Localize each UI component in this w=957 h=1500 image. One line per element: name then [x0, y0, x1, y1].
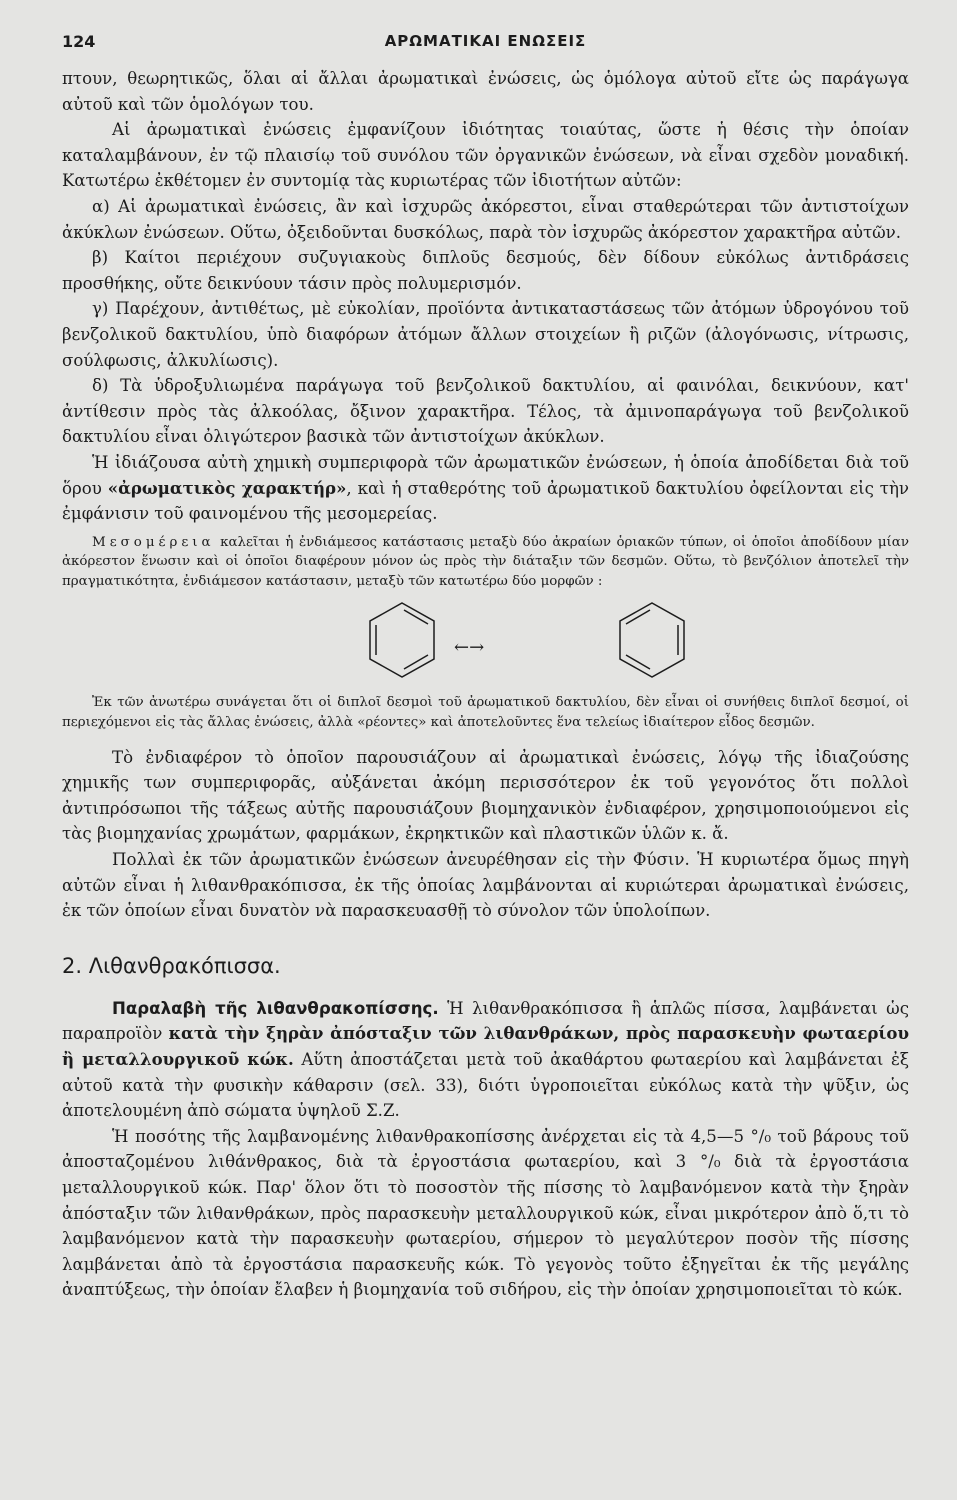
paragraph-industrial-interest: Τὸ ἐνδιαφέρον τὸ ὁποῖον παρουσιάζουν αἱ ἀρωματικαὶ ἐνώσεις, λόγῳ τῆς ἰδιαζούσης χημικῆς των συμπεριφορᾶς, αὐξάνεται ἀκόμη περισσότερον ἐκ τοῦ γεγονότος ὅτι πολλοὶ ἀντιπρόσωποι τῆς τάξεως αὐτῆς παρουσιάζουν βιομηχανικὸν ἐνδιαφέρον, χρησιμοποιούμενοι εἰς τὰς βιομηχανίας χρωμάτων, φαρμάκων, ἐκρηκτικῶν καὶ πλαστικῶν ὑλῶν κ. ἄ. [62, 747, 909, 844]
aromatic-character-text-start: Ἡ ἰδιάζουσα αὐτὴ χημικὴ συμπεριφορὰ τῶν ἀρωματικῶν ἐνώσεων, ἡ ὁποία ἀποδίδεται διὰ τοῦ ὅρου [62, 452, 909, 498]
paragraph-aromatic-character [62, 450, 909, 527]
page-number: 124 [62, 32, 96, 51]
paragraph-natural-sources: Πολλαὶ ἐκ τῶν ἀρωματικῶν ἐνώσεων ἀνευρέθησαν εἰς τὴν Φύσιν. Ἡ κυριωτέρα ὅμως πηγὴ αὐτῶν εἶναι ἡ λιθανθρακόπισσα, ἐκ τῆς ὁποίας λαμβάνονται αἱ κυριώτεραι ἀρωματικαὶ ἐνώσεις, ἐκ τῶν ὁποίων εἶναι δυνατὸν νὰ παρασκευασθῇ τὸ σύνολον τῶν ὑπολοίπων. [62, 850, 909, 921]
paragraph-properties-intro: Αἱ ἀρωματικαὶ ἐνώσεις ἐμφανίζουν ἰδιότητας τοιαύτας, ὥστε ἡ θέσις τὴν ὁποίαν καταλαμβάνουν, ἐν τῷ πλαισίῳ τοῦ συνόλου τῶν ὀργανικῶν ἐνώσεων, νὰ εἶναι σχεδὸν μοναδική. Κατωτέρω ἐκθέτομεν ἐν συντομίᾳ τὰς κυριωτέρας τῶν ἰδιοτήτων αὐτῶν: [62, 120, 909, 191]
aromatic-character-text-end: , καὶ ἡ σταθερότης τοῦ ἀρωματικοῦ δακτυλίου ὀφείλονται εἰς τὴν ἐμφάνισιν τοῦ φαινομένου τῆς μεσομερείας. [62, 478, 909, 524]
bond-note [62, 693, 909, 732]
mesomerism-definition-text: καλεῖται ἡ ἐνδιάμεσος κατάστασις μεταξὺ δύο ἀκραίων ὁριακῶν τύπων, οἱ ὁποῖοι ἀποδίδουν μίαν ἀκόρεστον ἕνωσιν καὶ οἱ ὁποῖοι διαφέρουν μόνον ὡς πρὸς τὴν διάταξιν τῶν δεσμῶν. Οὕτω, τὸ βενζόλιον ἀποτελεῖ τὴν πραγματικότητα, ἐνδιάμεσον κατάστασιν, μεταξὺ τῶν κατωτέρω δύο μορφῶν : [62, 534, 909, 589]
benzene-structures [362, 595, 702, 691]
property-a: α) Αἱ ἀρωματικαὶ ἐνώσεις, ἂν καὶ ἰσχυρῶς ἀκόρεστοι, εἶναι σταθερώτεραι τῶν ἀντιστοίχων ἀκύκλων ἐνώσεων. Οὕτω, ὀξειδοῦνται δυσκόλως, παρὰ τὸν ἰσχυρῶς ἀκόρεστον χαρακτῆρα αὐτῶν. [62, 196, 909, 242]
coal-tar-bold-phrase: κατὰ τὴν ξηρὰν ἀπόσταξιν τῶν λιθανθράκων, πρὸς παρασκευὴν φωταερίου ἢ μεταλλουργικοῦ κώκ. [62, 1023, 909, 1069]
mesomerism-note [62, 533, 909, 592]
paragraph-coal-tar-production [62, 996, 909, 1124]
property-c: γ) Παρέχουν, ἀντιθέτως, μὲ εὐκολίαν, προϊόντα ἀντικαταστάσεως τῶν ἀτόμων ὑδρογόνου τοῦ βενζολικοῦ δακτυλίου, ὑπὸ διαφόρων ἀτόμων ἄλλων στοιχείων ἢ ριζῶν (ἀλογόνωσις, νίτρωσις, σούλφωσις, ἀλκυλίωσις). [62, 299, 909, 370]
main-text-continued [62, 745, 909, 924]
benzene-resonance-diagram [62, 595, 909, 691]
coal-tar-text-a: Ἡ λιθανθρακόπισσα ἢ ἁπλῶς πίσσα, λαμβάνεται ὡς παραπροϊὸν [62, 998, 909, 1044]
note-mesomerism-definition [62, 533, 909, 592]
resonance-arrow: ←→ [454, 637, 485, 659]
paragraph-coal-tar-yield: Ἡ ποσότης τῆς λαμβανομένης λιθανθρακοπίσσης ἀνέρχεται εἰς τὰ 4,5—5 °/₀ τοῦ βάρους τοῦ ἀποσταζομένου λιθάνθρακος, διὰ τὰ ἐργοστάσια φωταερίου, καὶ 3 °/₀ διὰ τὰ ἐργοστάσια μεταλλουργικοῦ κώκ. Παρ' ὅλον ὅτι τὸ ποσοστὸν τῆς πίσσης τὸ λαμβανόμενον κατὰ τὴν ξηρὰν ἀπόσταξιν τῶν λιθανθράκων, πρὸς παρασκευὴν μεταλλουργικοῦ κώκ, εἶναι μικρότερον ἀπὸ ὅ,τι τὸ λαμβανόμενον κατὰ τὴν παρασκευὴν φωταερίου, σήμερον τὸ μεγαλύτερον ποσὸν τῆς πίσσης λαμβάνεται ἀπὸ τὰ ἐργοστάσια παρασκευῆς κώκ. Τὸ γεγονὸς τοῦτο ἐξηγεῖται ἐκ τῆς μεγάλης ἀναπτύξεως, τὴν ὁποίαν ἔλαβεν ἡ βιομηχανία τοῦ σιδήρου, εἰς τὴν ὁποίαν χρησιμοποιεῖται τὸ κώκ. [62, 1126, 909, 1300]
main-text [62, 66, 909, 527]
page-header [62, 22, 909, 66]
kekule-structure-right [620, 603, 684, 677]
aromatic-character-term: «ἀρωματικὸς χαρακτήρ» [107, 477, 347, 498]
kekule-structure-left [370, 603, 434, 677]
mesomerism-term: Μεσομέρεια [92, 534, 215, 550]
subheading-coal-tar-recovery: Παραλαβὴ τῆς λιθανθρακοπίσσης. [112, 998, 439, 1018]
paragraph-continuation: πτουν, θεωρητικῶς, ὅλαι αἱ ἄλλαι ἀρωματικαὶ ἐνώσεις, ὡς ὁμόλογα αὐτοῦ εἴτε ὡς παράγωγα αὐτοῦ καὶ τῶν ὁμολόγων του. [62, 69, 909, 114]
coal-tar-section [62, 996, 909, 1303]
property-d: δ) Τὰ ὑδροξυλιωμένα παράγωγα τοῦ βενζολικοῦ δακτυλίου, αἱ φαινόλαι, δεικνύουν, κατ' ἀντίθεσιν πρὸς τὰς ἀλκοόλας, ὄξινον χαρακτῆρα. Τέλος, τὰ ἀμινοπαράγωγα τοῦ βενζολικοῦ δακτυλίου εἶναι ὀλιγώτερον βασικὰ τῶν ἀντιστοίχων ἀκύκλων. [62, 376, 909, 447]
property-b: β) Καίτοι περιέχουν συζυγιακοὺς διπλοῦς δεσμούς, δὲν δίδουν εὐκόλως ἀντιδράσεις προσθήκης, οὔτε δεικνύουν τάσιν πρὸς πολυμερισμόν. [62, 248, 909, 293]
coal-tar-text-b: Αὕτη ἀποστάζεται μετὰ τοῦ ἀκαθάρτου φωταερίου καὶ λαμβάνεται ἐξ αὐτοῦ κατὰ τὴν φυσικὴν κάθαρσιν (σελ. 33), διότι ὑγροποιεῖται εὐκόλως κατὰ τὴν ψῦξιν, ὡς ἀποτελουμένη ἀπὸ σώματα ὑψηλοῦ Σ.Ζ. [62, 1050, 909, 1121]
note-delocalized-bonds: Ἐκ τῶν ἀνωτέρω συνάγεται ὅτι οἱ διπλοῖ δεσμοὶ τοῦ ἀρωματικοῦ δακτυλίου, δὲν εἶναι οἱ συνήθεις διπλοῖ δεσμοί, οἱ περιεχόμενοι εἰς τὰς ἄλλας ἐνώσεις, ἀλλὰ «ρέοντες» καὶ ἀποτελοῦντες ἕνα τελείως ἰδιαίτερον εἶδος δεσμῶν. [62, 695, 909, 731]
section-heading: 2. Λιθανθρακόπισσα. [62, 953, 281, 978]
running-title: ΑΡΩΜΑΤΙΚΑΙ ΕΝΩΣΕΙΣ [384, 32, 587, 50]
